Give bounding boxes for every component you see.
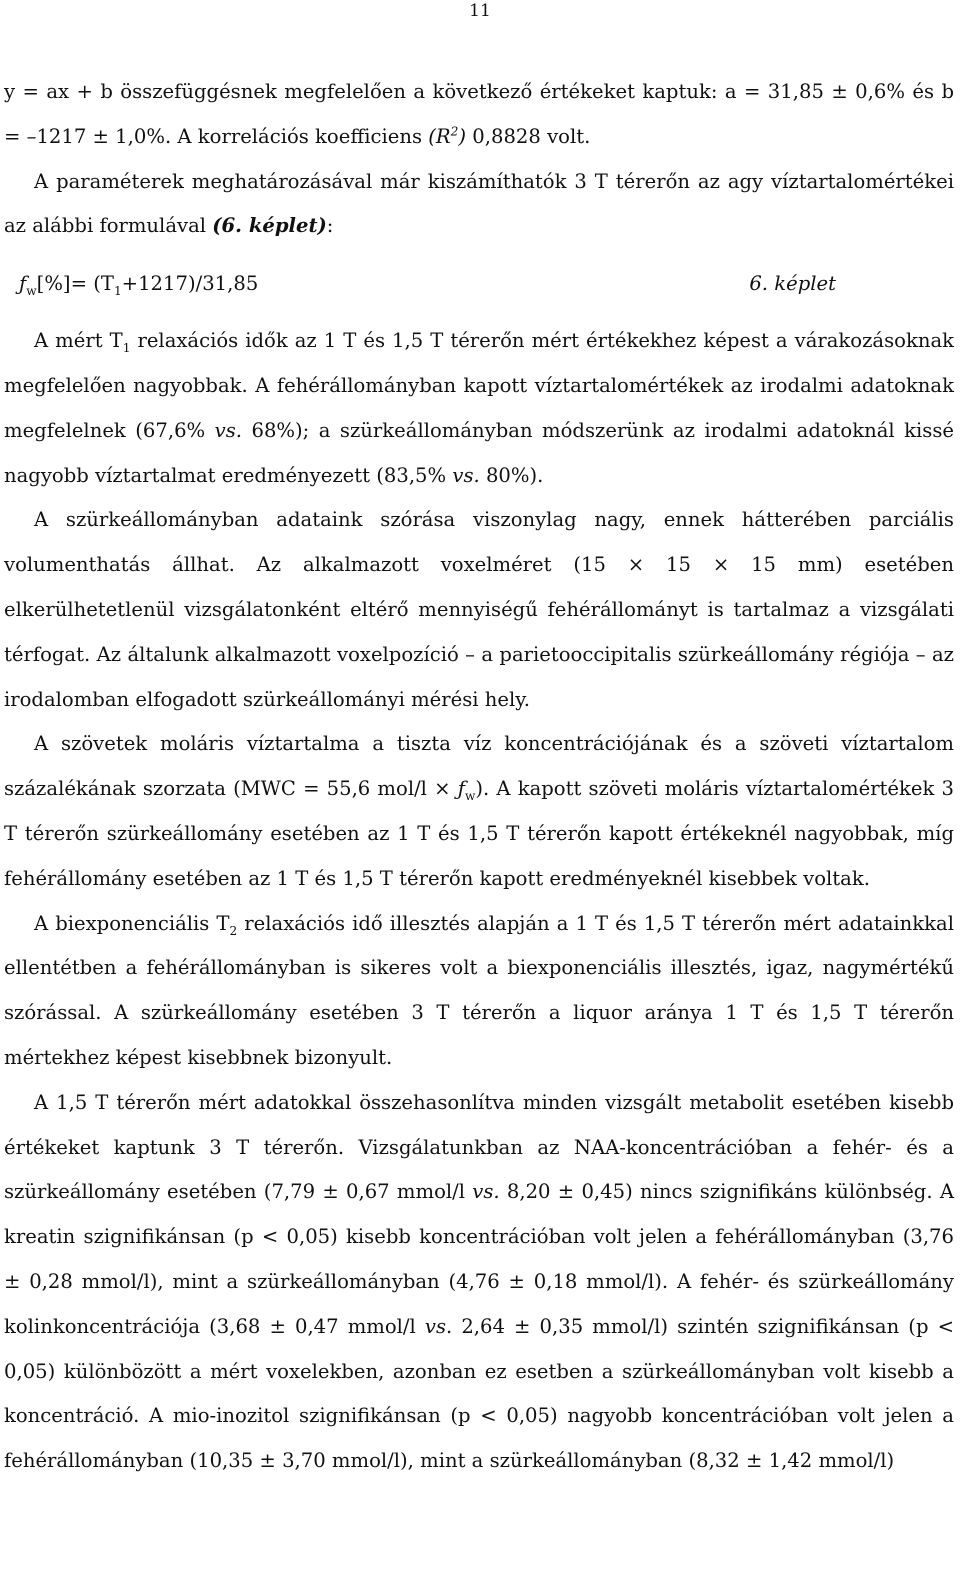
paragraph-formula-intro <box>4 160 954 250</box>
formula-reference: (6. képlet) <box>212 214 327 238</box>
paragraph-partial-volume: A szürkeállományban adataink szórása viszonylag nagy, ennek hátterében parciális volumenthatás állhat. Az alkalmazott voxelméret (15 × 15 × 15 mm) esetében elkerülhetetlenül vizsgálatonként eltérő mennyiségű fehérállományt is tartalmaz a vizsgálati térfogat. Az általunk alkalmazott voxelpozíció – a parietooccipitalis szürkeállomány régiója – az irodalomban elfogadott szürkeállományi mérési hely. <box>4 508 954 711</box>
formula-expression: $ƒ_w[\%]= (T_1+1217)/31,85$ <box>19 272 259 299</box>
text-run: y = ax + b összefüggésnek megfelelően a következő értékeket kaptuk: a = 31,85 ± 0,6% és b = –1217 ± 1,0%. A korrelációs koefficiens <box>4 80 954 148</box>
paragraph-molar-water: A szövetek moláris víztartalma a tiszta víz koncentrációjának és a szöveti víztartalom százalékának szorzata (MWC = 55,6 $mol/l \times ƒ_w$). A kapott szöveti moláris víztartalomértékek 3 T térerőn szürkeállomány esetében az 1 T és 1,5 T térerőn kapott értékeknél nagyobbak, míg fehérállomány esetében az 1 T és 1,5 T térerőn kapott eredményeknél kisebbek voltak. <box>4 732 954 890</box>
paragraph-regression-results <box>4 70 954 160</box>
paragraph-t2-biexponential: A biexponenciális $T_2$ relaxációs idő illesztés alapján a 1 T és 1,5 T térerőn mért adatainkkal ellentétben a fehérállományban is sikeres volt a biexponenciális illesztés, igaz, nagymértékű szórással. A szürkeállomány esetében 3 T térerőn a liquor aránya 1 T és 1,5 T térerőn mértekhez képest kisebbnek bizonyult. <box>4 911 954 1069</box>
r-squared-symbol: $(R^2)$ <box>428 124 467 148</box>
text-run: A paraméterek meghatározásával már kiszámíthatók 3 T térerőn az agy víztartalomértékei az alábbi formulával <box>4 169 954 238</box>
body-text <box>4 70 954 1484</box>
text-run: 0,8828 volt. <box>466 124 591 148</box>
paragraph-metabolites: A 1,5 T térerőn mért adatokkal összehasonlítva minden vizsgált metabolit esetében kisebb értékeket kaptunk 3 T térerőn. Vizsgálatunkban az NAA-koncentrációban a fehér- és a szürkeállomány esetében (7,79 ± 0,67 mmol/l vs. 8,20 ± 0,45) nincs szignifikáns különbség. A kreatin szignifikánsan (p < 0,05) kisebb koncentrációban volt jelen a fehérállományban (3,76 ± 0,28 mmol/l), mint a szürkeállományban (4,76 ± 0,18 mmol/l). A fehér- és szürkeállomány kolinkoncentrációja (3,68 ± 0,47 mmol/l vs. 2,64 ± 0,35 mmol/l) szintén szignifikánsan (p < 0,05) különbözött a mért voxelekben, azonban ez esetben a szürkeállományban volt kisebb a koncentráció. A mio-inozitol szignifikánsan (p < 0,05) nagyobb koncentrációban volt jelen a fehérállományban (10,35 ± 3,70 mmol/l), mint a szürkeállományban (8,32 ± 1,42 mmol/l) <box>4 1090 954 1473</box>
page-number: 11 <box>469 1 491 21</box>
formula-6 <box>4 249 954 319</box>
formula-label: 6. képlet <box>749 272 836 296</box>
paragraph-t1-relaxation: A mért $T_1$ relaxációs idők az 1 T és 1,5 T térerőn mért értékekhez képest a várakozásoknak megfelelően nagyobbak. A fehérállományban kapott víztartalomértékek az irodalmi adatoknak megfelelnek (67,6% vs. 68%); a szürkeállományban módszerünk az irodalmi adatoknál kissé nagyobb víztartalmat eredményezett (83,5% vs. 80%). <box>4 329 955 487</box>
text-run: : <box>326 214 334 238</box>
